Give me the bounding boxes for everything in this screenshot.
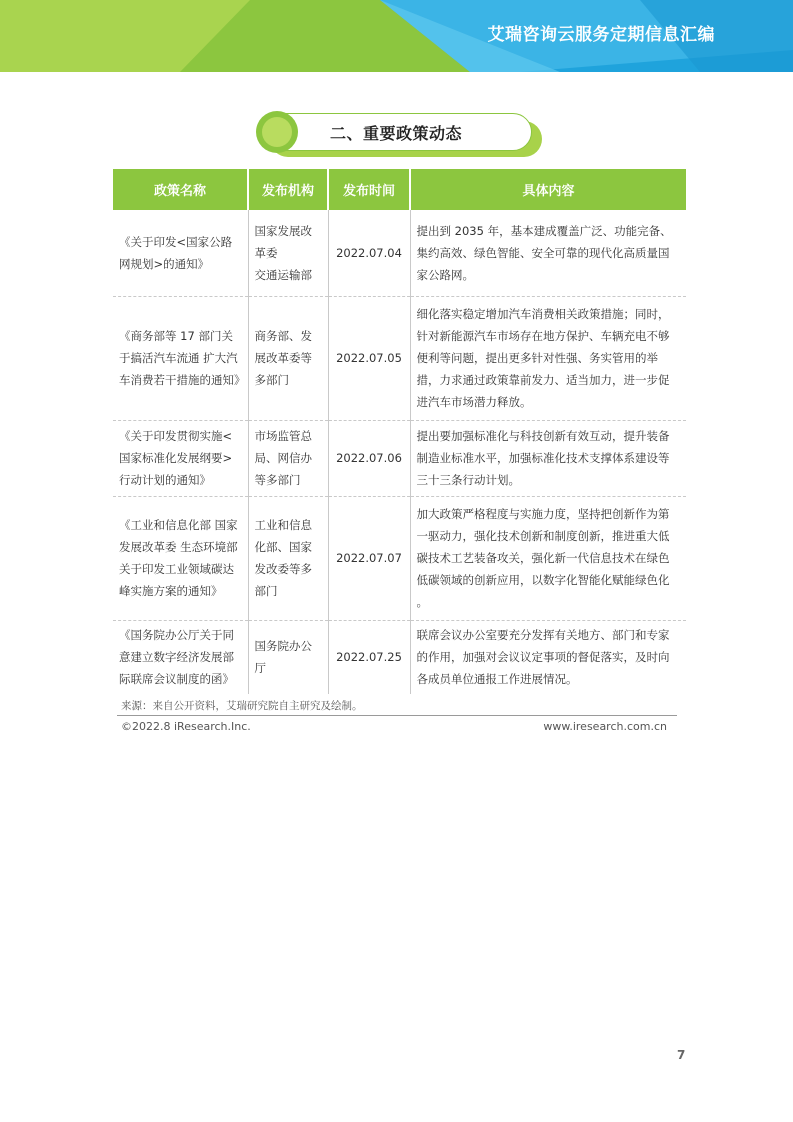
table-row [113,620,686,694]
policy-date: 2022.07.06 [328,420,410,496]
policy-name: 《关于印发<国家公路网规划>的通知》 [113,210,248,296]
policy-org: 国务院办公厅 [248,620,328,694]
table-row [113,496,686,620]
page-number: 7 [677,1048,686,1062]
col-header-date: 发布时间 [328,169,410,210]
policy-content: 提出到 2035 年，基本建成覆盖广泛、功能完备、集约高效、绿色智能、安全可靠的现代化高质量国家公路网。 [410,210,686,296]
source-note: 来源：来自公开资料，艾瑞研究院自主研究及绘制。 [121,700,363,712]
policy-date: 2022.07.25 [328,620,410,694]
table-row [113,296,686,420]
policy-name: 《商务部等 17 部门关于搞活汽车流通 扩大汽车消费若干措施的通知》 [113,296,248,420]
policy-org: 工业和信息化部、国家发改委等多部门 [248,496,328,620]
policy-name: 《工业和信息化部 国家发展改革委 生态环境部关于印发工业领域碳达峰实施方案的通知》 [113,496,248,620]
report-title: 艾瑞咨询云服务定期信息汇编 [487,25,715,45]
policy-content: 联席会议办公室要充分发挥有关地方、部门和专家的作用，加强对会议议定事项的督促落实，及时向各成员单位通报工作进展情况。 [416,628,670,687]
footer-divider [117,715,677,716]
section-title: 二、重要政策动态 [330,124,463,143]
header-banner [0,0,793,72]
copyright-text: ©2022.8 iResearch.Inc. [121,720,251,733]
policy-content: 加大政策严格程度与实施力度，坚持把创新作为第一驱动力，强化技术创新和制度创新，推进重大低碳技术工艺装备攻关，强化新一代信息技术在绿色低碳领域的创新应用，以数字化智能化赋能绿色化 。 [410,496,686,620]
heading-circle-icon [256,111,298,153]
policy-table [113,169,686,694]
policy-date: 2022.07.07 [328,496,410,620]
policy-content: 提出要加强标准化与科技创新有效互动，提升装备制造业标准水平，加强标准化技术支撑体系建设等三十三条行动计划。 [410,420,686,496]
policy-org: 市场监管总局、网信办等多部门 [248,420,328,496]
policy-name: 《关于印发贯彻实施<国家标准化发展纲要>行动计划的通知》 [113,420,248,496]
col-header-content: 具体内容 [410,169,686,210]
policy-org: 国家发展改革委 交通运输部 [248,210,328,296]
policy-content: 细化落实稳定增加汽车消费相关政策措施；同时，针对新能源汽车市场存在地方保护、车辆充电不够便利等问题，提出更多针对性强、务实管用的举措，力求通过政策靠前发力、适当加力，进一步促进汽车市场潜力释放。 [410,296,686,420]
policy-org: 商务部、发展改革委等多部门 [248,296,328,420]
col-header-org: 发布机构 [248,169,328,210]
table-row [113,420,686,496]
policy-date: 2022.07.04 [328,210,410,296]
section-heading [256,111,542,157]
table-row [113,210,686,296]
policy-name: 《国务院办公厅关于同意建立数字经济发展部际联席会议制度的函》 [113,620,248,694]
policy-date: 2022.07.05 [328,296,410,420]
table-header-row [113,169,686,210]
website-link[interactable]: www.iresearch.com.cn [543,720,667,733]
col-header-name: 政策名称 [113,169,248,210]
